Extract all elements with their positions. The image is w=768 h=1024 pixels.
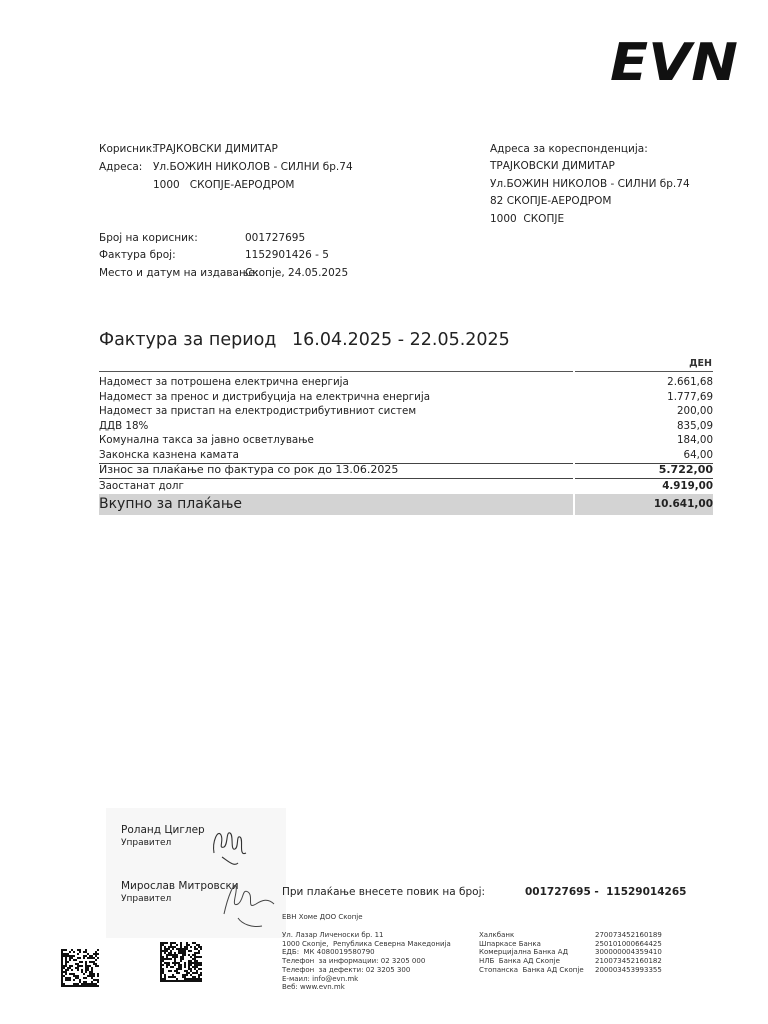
invoice-item-value: 1.777,69: [667, 390, 713, 403]
invoice-item-desc: Законска казнена камата: [99, 449, 239, 461]
datamatrix-code-icon: [160, 942, 202, 982]
invoice-item-desc: Надомест за пренос и дистрибуција на електрична енергија: [99, 390, 431, 403]
company-name: ЕВН Хоме ДОО Скопје: [282, 913, 363, 921]
invoice-number-label: Фактура број:: [99, 249, 176, 261]
correspondence-line4: 1000 СКОПЈЕ: [490, 213, 565, 225]
bank-accounts: [595, 931, 662, 975]
bank-name: Шпаркасе Банка: [479, 939, 541, 948]
bank-account: 200003453993355: [595, 965, 662, 974]
payment-ref-value: 001727695 - 11529014265: [525, 886, 687, 898]
invoice-item-desc: Комунална такса за јавно осветлување: [99, 434, 314, 447]
invoice-item-row: [99, 404, 713, 419]
customer-address-line2: 1000 СКОПЈЕ-АЕРОДРОМ: [153, 179, 295, 191]
payment-ref-label: При плаќање внесете повик на број:: [282, 886, 486, 898]
company-info-line: ЕДБ: МК 4080019580790: [282, 948, 375, 957]
company-info-line: Ул. Лазар Личеноски бр. 11: [282, 931, 384, 939]
invoice-item-row: [99, 390, 713, 405]
correspondence-line3: 82 СКОПЈЕ-АЕРОДРОМ: [490, 195, 612, 207]
total-label: Вкупно за плаќање: [99, 496, 243, 512]
bank-name: НЛБ Банка АД Скопје: [479, 957, 560, 966]
table-top-rule-values: [575, 371, 713, 372]
qr-code-icon: [61, 949, 99, 987]
invoice-item-value: 2.661,68: [667, 376, 713, 388]
customer-number: 001727695: [245, 232, 306, 244]
signature1-icon: [208, 823, 252, 869]
invoice-item-row: [99, 433, 713, 448]
customer-number-label: Број на корисник:: [99, 232, 198, 244]
table-top-rule: [99, 371, 573, 372]
total-gap: [573, 494, 575, 515]
company-info: [282, 931, 451, 992]
total-row: [99, 494, 713, 515]
correspondence-label: Адреса за кореспонденција:: [490, 143, 648, 155]
invoice-item-row: [99, 448, 713, 463]
issue-place-date: Скопје, 24.05.2025: [245, 267, 349, 279]
invoice-item-value: 200,00: [676, 405, 713, 418]
customer-address-line1: Ул.БОЖИН НИКОЛОВ - СИЛНИ бр.74: [153, 161, 353, 173]
company-info-line: 1000 Скопје, Република Северна Македонија: [282, 939, 451, 948]
evn-logo: [610, 36, 740, 82]
signatory1-name: Роланд Циглер: [121, 824, 205, 836]
bank-names: [479, 931, 584, 975]
invoice-item-desc: Надомест за потрошена електрична енергија: [99, 376, 349, 388]
signature2-icon: [218, 874, 280, 930]
arrears-value: 4.919,00: [662, 480, 713, 492]
invoice-item-value: 835,09: [676, 419, 713, 432]
arrears-row: [99, 479, 713, 494]
bank-name: Стопанска Банка АД Скопје: [479, 965, 584, 974]
company-info-line: Телефон за информации: 02 3205 000: [282, 957, 426, 966]
issue-place-date-label: Место и датум на издавање:: [99, 267, 259, 279]
due-label: Износ за плаќање по фактура со рок до 13.06.2025: [99, 463, 399, 476]
bank-account: 300000004359410: [595, 948, 662, 957]
bank-name: Халкбанк: [479, 931, 515, 939]
signatory2-title: Управител: [121, 894, 172, 904]
company-info-line: Телефон за дефекти: 02 3205 300: [282, 965, 411, 974]
signatory1-title: Управител: [121, 838, 172, 848]
invoice-item-row: [99, 419, 713, 434]
bank-account: 210073452160182: [595, 957, 662, 966]
signatory2-name: Мирослав Митровски: [121, 880, 239, 892]
bank-account: 270073452160189: [595, 931, 662, 939]
due-value: 5.722,00: [658, 463, 713, 476]
invoice-period: 16.04.2025 - 22.05.2025: [291, 330, 510, 350]
currency-label: ДЕН: [689, 358, 712, 369]
svg-text:EVN: EVN: [610, 36, 738, 82]
company-info-line: Веб: www.evn.mk: [282, 983, 345, 992]
invoice-item-desc: ДДВ 18%: [99, 419, 149, 432]
invoice-item-value: 184,00: [676, 434, 713, 447]
invoice-item-value: 64,00: [683, 449, 713, 461]
customer-name: ТРАЈКОВСКИ ДИМИТАР: [153, 143, 278, 155]
company-info-line: E-маил: info@evn.mk: [282, 974, 359, 983]
invoice-number: 1152901426 - 5: [245, 249, 329, 261]
invoice-item-row: [99, 375, 713, 390]
bank-account: 250101000664425: [595, 939, 662, 948]
invoice-item-desc: Надомест за пристап на електродистрибутивниот систем: [99, 405, 417, 418]
invoice-title-text: Фактура за период: [99, 330, 277, 350]
due-row: [99, 463, 713, 478]
correspondence-line1: ТРАЈКОВСКИ ДИМИТАР: [490, 160, 615, 172]
total-value: 10.641,00: [653, 498, 713, 510]
bank-name: Комерцијална Банка АД: [479, 948, 569, 957]
invoice-title: [99, 330, 520, 350]
correspondence-line2: Ул.БОЖИН НИКОЛОВ - СИЛНИ бр.74: [490, 178, 690, 190]
customer-name-label: Корисник:: [99, 143, 156, 155]
arrears-label: Заостанат долг: [99, 480, 184, 492]
customer-address-label: Адреса:: [99, 161, 143, 173]
